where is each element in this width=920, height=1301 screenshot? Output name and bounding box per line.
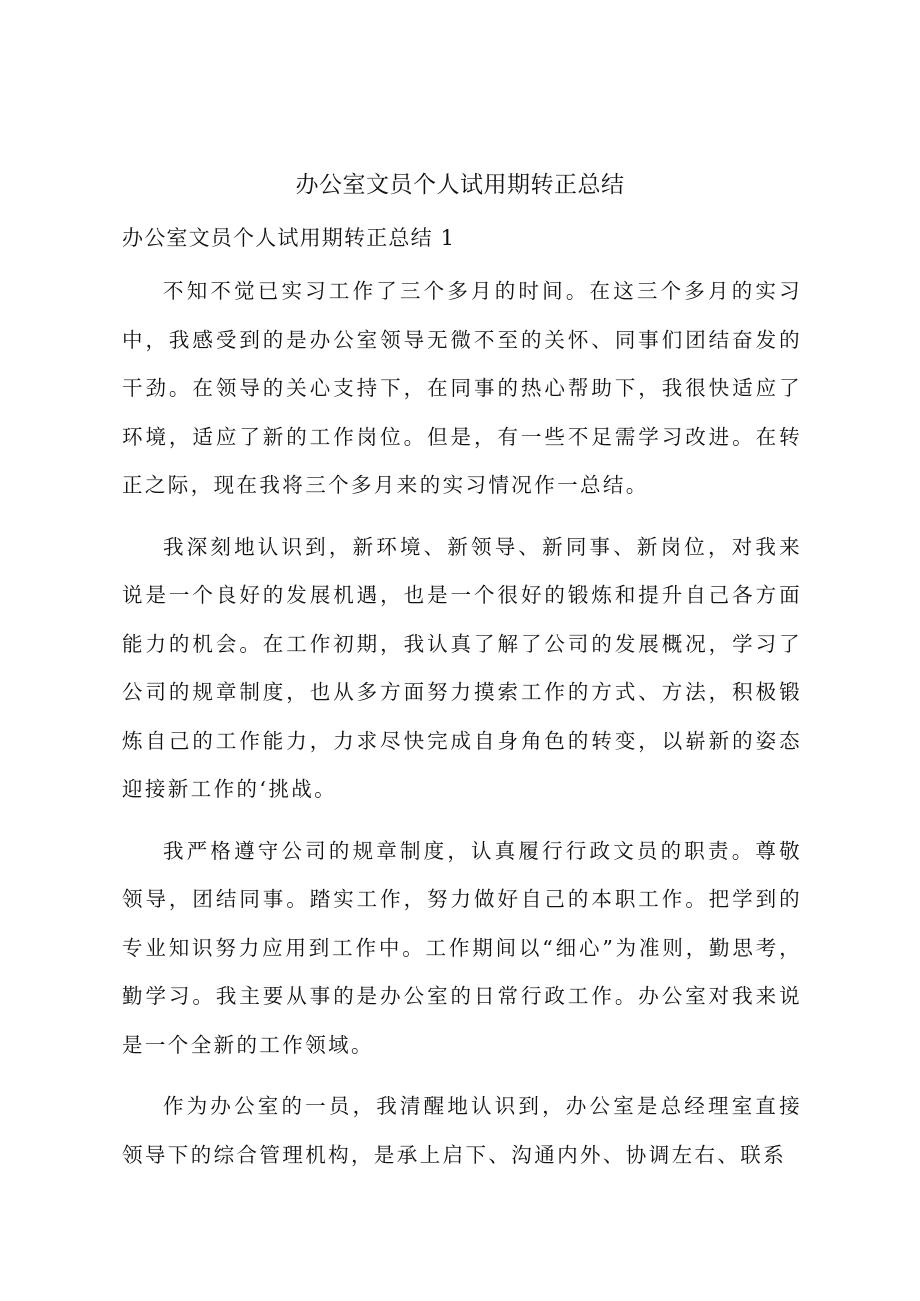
document-title: 办公室文员个人试用期转正总结 <box>295 172 625 198</box>
paragraph-3: 我严格遵守公司的规章制度，认真履行行政文员的职责。尊敬领导，团结同事。踏实工作，努力做好自己的本职工作。把学到的专业知识努力应用到工作中。工作期间以“细心”为准则，勤思考，勤学习。我主要从事的是办公室的日常行政工作。办公室对我来说是一个全新的工作领域。 <box>122 838 802 1057</box>
document-body <box>122 267 802 1192</box>
section-heading: 办公室文员个人试用期转正总结 1 <box>122 226 456 250</box>
paragraph-1: 不知不觉已实习工作了三个多月的时间。在这三个多月的实习中，我感受到的是办公室领导无微不至的关怀、同事们团结奋发的干劲。在领导的关心支持下，在同事的热心帮助下，我很快适应了环境，适应了新的工作岗位。但是，有一些不足需学习改进。在转正之际，现在我将三个多月来的实习情况作一总结。 <box>122 279 802 497</box>
paragraph-2: 我深刻地认识到，新环境、新领导、新同事、新岗位，对我来说是一个良好的发展机遇，也是一个很好的锻炼和提升自己各方面能力的机会。在工作初期，我认真了解了公司的发展概况，学习了公司的规章制度，也从多方面努力摸索工作的方式、方法，积极锻炼自己的工作能力，力求尽快完成自身角色的转变，以崭新的姿态迎接新工作的‘挑战。 <box>122 534 802 801</box>
paragraph-4: 作为办公室的一员，我清醒地认识到，办公室是总经理室直接领导下的综合管理机构，是承上启下、沟通内外、协调左右、联系 <box>122 1094 802 1167</box>
